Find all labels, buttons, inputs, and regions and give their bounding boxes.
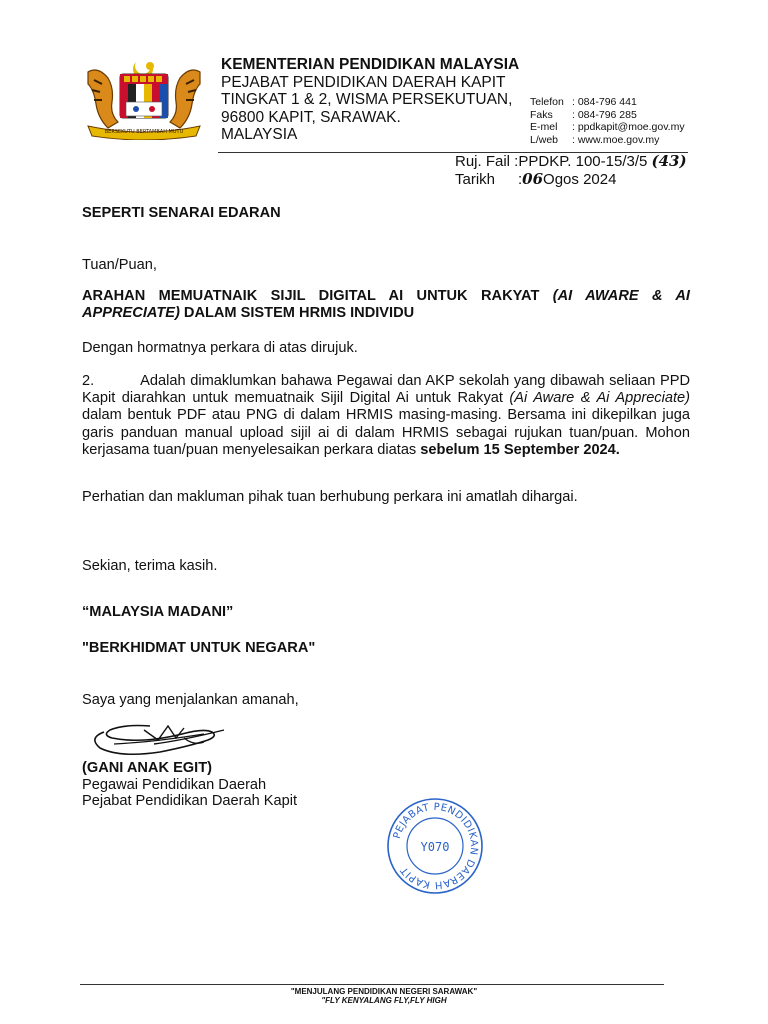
ministry-name: KEMENTERIAN PENDIDIKAN MALAYSIA (221, 56, 520, 73)
paragraph-2-italic: (Ai Aware & Ai Appreciate) (509, 390, 690, 407)
email-label: E-mel (530, 121, 558, 133)
contact-block (530, 96, 685, 146)
date-colon: : (518, 170, 523, 188)
footer-divider (80, 984, 664, 985)
trust-line: Saya yang menjalankan amanah, (82, 692, 299, 708)
file-ref-label: Ruj. Fail : (455, 153, 519, 170)
reference-block (455, 153, 687, 188)
address-line-2: 96800 KAPIT, SARAWAK. (221, 108, 401, 126)
greeting: Dengan hormatnya perkara di atas dirujuk. (82, 340, 358, 356)
web-value: : www.moe.gov.my (572, 133, 660, 146)
footer-slogan-1: "MENJULANG PENDIDIKAN NEGERI SARAWAK" (290, 987, 478, 996)
signature-image (84, 714, 234, 762)
letterhead (221, 56, 519, 144)
salutation: Tuan/Puan, (82, 257, 157, 273)
footer-slogan-2: "FLY KENYALANG FLY,FLY HIGH (321, 996, 447, 1005)
paragraph-number: 2. (82, 373, 95, 389)
telefon-value: : 084-796 441 (572, 96, 637, 108)
faks-label: Faks (530, 108, 553, 121)
subject-heading (82, 288, 690, 322)
signatory-name: (GANI ANAK EGIT) (82, 760, 212, 776)
office-stamp (385, 796, 485, 896)
address-line-1: TINGKAT 1 & 2, WISMA PERSEKUTUAN, (221, 91, 513, 108)
telefon-label: Telefon (530, 96, 564, 108)
web-label: L/web (530, 133, 559, 146)
stamp-code: Y070 (420, 840, 450, 854)
paragraph-3: Perhatian dan makluman pihak tuan berhubung perkara ini amatlah dihargai. (82, 489, 578, 505)
date-day-handwritten: 06 (522, 169, 544, 188)
office-name: PEJABAT PENDIDIKAN DAERAH KAPIT (221, 73, 506, 91)
paragraph-2 (82, 373, 690, 459)
email-value: : ppdkapit@moe.gov.my (572, 121, 685, 133)
paragraph-2-text-2: dalam bentuk PDF atau PNG di dalam HRMIS masing-masing. Bersama ini dikepilkan juga garis panduan manual upload sijil ai di dalam HRMIS sebagai rujukan tuan/puan. Mohon kerjasama tuan/puan menyelesaikan perkara diatas (82, 407, 690, 458)
date-label: Tarikh (455, 170, 496, 188)
subject-italic: (AI AWARE & AI APPRECIATE) (82, 288, 690, 322)
recipient: SEPERTI SENARAI EDARAN (82, 205, 281, 221)
faks-value: : 084-796 285 (572, 108, 637, 121)
file-ref-value: PPDKP. 100-15/3/5 (518, 153, 648, 170)
signatory-title: Pegawai Pendidikan Daerah (82, 776, 267, 793)
file-ref-handwritten: (43) (651, 152, 687, 170)
paragraph-2-text-1: Adalah dimaklumkan bahawa Pegawai dan AKP sekolah yang dibawah seliaan PPD Kapit diarahkan untuk memuatnaik Sijil Digital Ai untuk Rakyat (82, 373, 690, 407)
subject-part-1: ARAHAN MEMUATNAIK SIJIL DIGITAL AI UNTUK RAKYAT (82, 288, 553, 304)
subject-part-2: DALAM SISTEM HRMIS INDIVIDU (179, 305, 415, 322)
paragraph-2-deadline: sebelum 15 September 2024 (420, 441, 616, 458)
paragraph-2-end: . (615, 441, 620, 458)
date-month-year: Ogos 2024 (543, 170, 617, 188)
svg-text:BERSEKUTU BERTAMBAH MUTU: BERSEKUTU BERTAMBAH MUTU (104, 129, 184, 135)
country: MALAYSIA (221, 126, 298, 143)
signatory-block (82, 760, 297, 810)
malaysia-coat-of-arms-logo (80, 58, 208, 140)
motto-madani: “MALAYSIA MADANI” (82, 604, 234, 620)
stamp-ring-text: PEJABAT PENDIDIKAN DAERAH KAPIT (391, 801, 480, 891)
closing: Sekian, terima kasih. (82, 558, 218, 574)
motto-berkhidmat: "BERKHIDMAT UNTUK NEGARA" (82, 640, 316, 656)
signatory-office: Pejabat Pendidikan Daerah Kapit (82, 793, 298, 809)
